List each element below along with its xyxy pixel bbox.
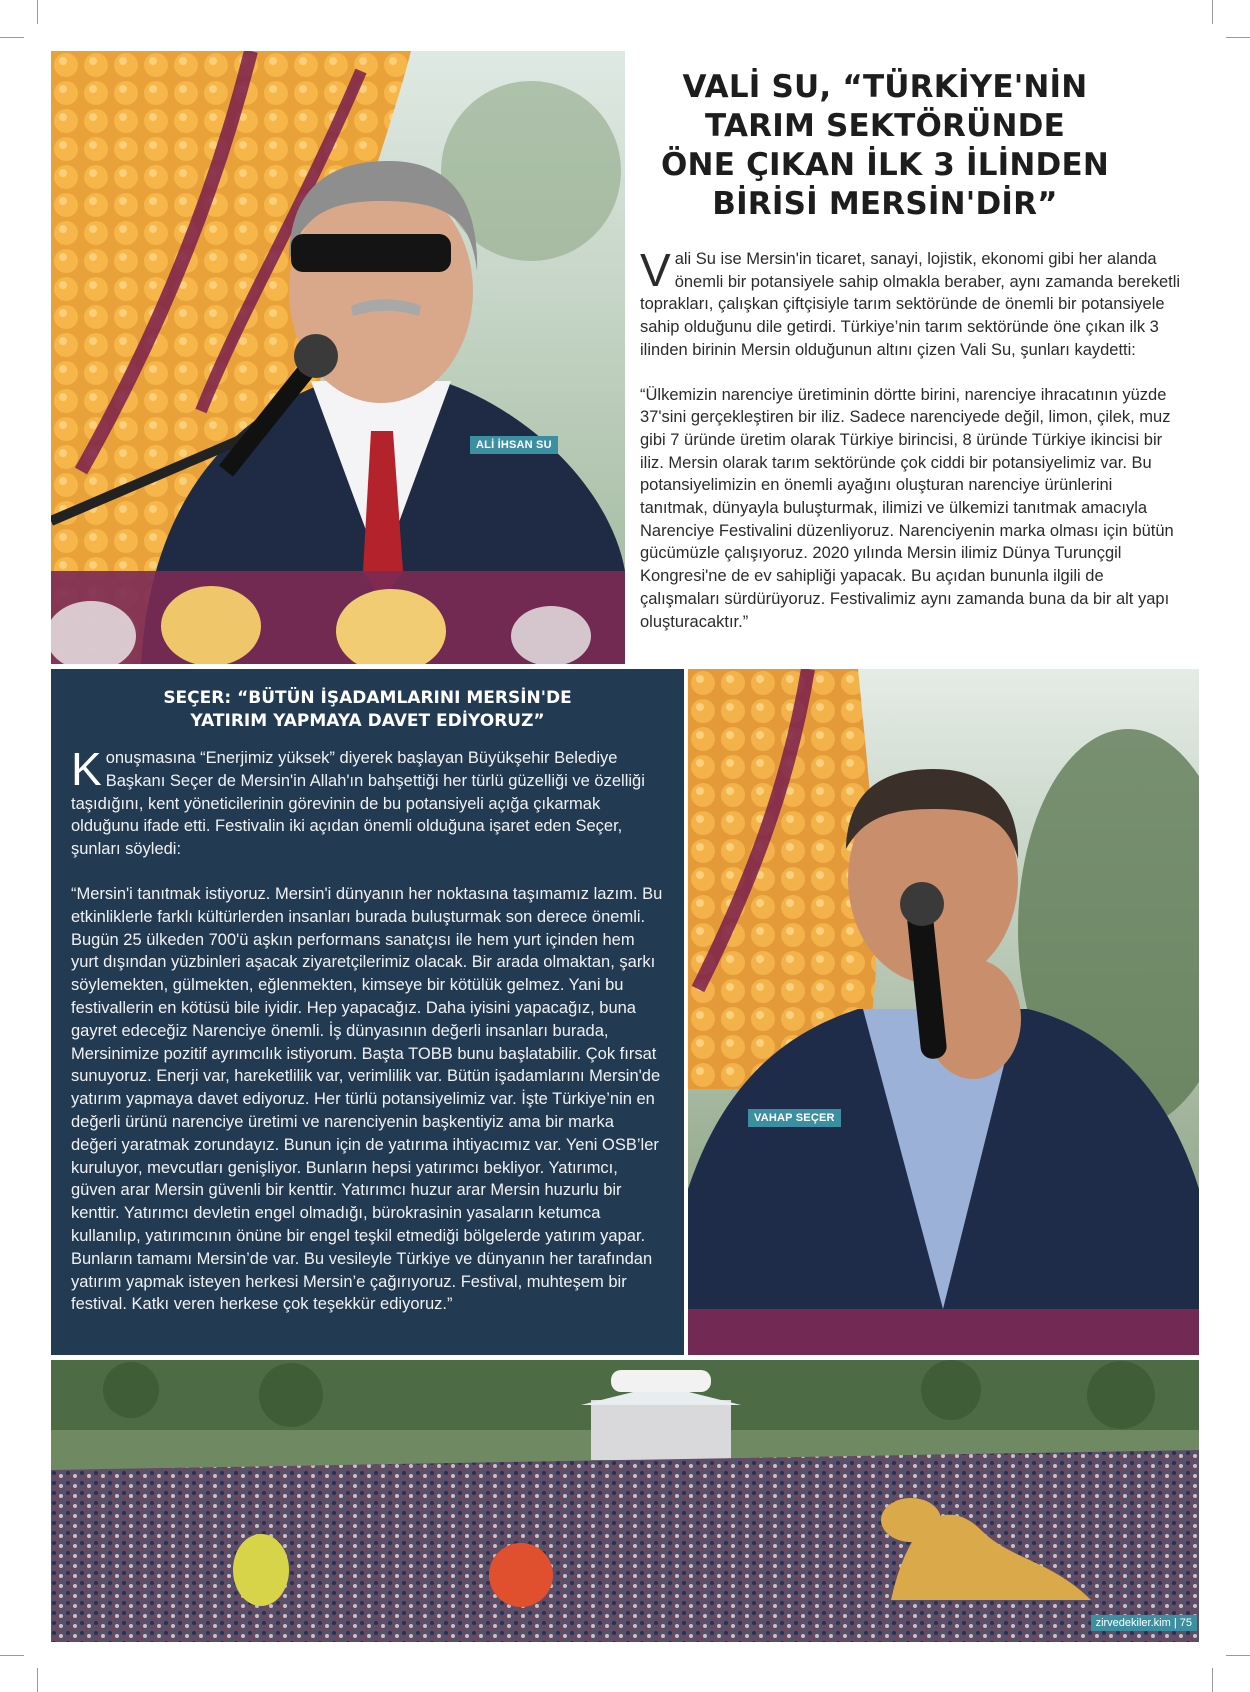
crop-mark [37, 0, 38, 24]
footer-site: zirvedekiler.kim [1095, 1617, 1171, 1629]
crop-mark [37, 1668, 38, 1692]
drop-cap: K [71, 743, 102, 795]
page-footer: zirvedekiler.kim | 75 [1091, 1615, 1197, 1631]
vali-photo [51, 51, 625, 664]
drop-cap: V [640, 244, 671, 296]
vali-article-body [640, 244, 1184, 633]
crop-mark [1212, 0, 1213, 24]
secer-photo [688, 669, 1199, 1355]
festival-aerial-photo [51, 1360, 1199, 1642]
headline-line: ÖNE ÇIKAN İLK 3 İLİNDEN [661, 147, 1109, 183]
crop-mark [1226, 1655, 1250, 1656]
page-number: 75 [1179, 1617, 1192, 1629]
crop-mark [1226, 37, 1250, 38]
photo-caption: VAHAP SEÇER [748, 1109, 841, 1127]
secer-title-line: SEÇER: “BÜTÜN İŞADAMLARINI MERSİN'DE [163, 688, 572, 708]
crop-mark [0, 37, 24, 38]
vali-quote-paragraph: “Ülkemizin narenciye üretiminin dörtte birini, narenciye ihracatının yüzde 37'sini gerçekleştiren bir iliz. Sadece narenciyede değil, limon, çilek, muz gibi 7 üründe üretim olarak Türkiye birincisi, 8 üründe Türkiye ikincisi bir iliz. Mersin olarak tarım sektöründe çok ciddi bir potansiyelimiz var. Bu potansiyelimizin en önemli ayağını oluşturan narenciye ürünlerini tanıtmak, dünyayla buluşturmak, ilimizi ve ülkemizi tanıtmak amacıyla Narenciye Festivalini düzenliyoruz. Narenciyenin marka olması için bütün gücümüzle çalışıyoruz. 2020 yılında Mersin ilimiz Dünya Turunçgil Kongresi'ne de ev sahipliği yapacak. Bu açıdan bununla ilgili de çalışmaları sürdürüyoruz. Festivalimiz aynı zamanda buna da bir alt yapı oluşturacaktır.” [640, 385, 1174, 631]
crop-mark [0, 1655, 24, 1656]
crop-mark [1212, 1668, 1213, 1692]
vali-intro-text: ali Su ise Mersin'in ticaret, sanayi, lojistik, ekonomi gibi her alanda önemli bir potansiyele sahip olmakla beraber, aynı zamanda bereketli toprakları, çalışkan çiftçisiyle tarım sektöründe de önemli bir potansiyele sahip olduğunu dile getirdi. Türkiye’nin tarım sektöründe öne çıkan ilk 3 ilinden birinin Mersin olduğunun altını çizen Vali Su, şunları kaydetti: [640, 250, 1181, 359]
secer-quote-paragraph: “Mersin'i tanıtmak istiyoruz. Mersin'i dünyanın her noktasına taşımamız lazım. Bu etkinliklerle farklı kültürlerden insanları burada buluşturmak son derece önemli. Bugün 25 ülkeden 700'ü aşkın performans sanatçısı ile hem yurt içinden hem yurt dışından yüzbinleri aşacak ziyaretçilerimiz olacak. Bir arada olmaktan, şarkı söylemekten, gülmekten, eğlenmekten, kimseye bir kötülük gelmez. Yani bu festivallerin en kötüsü bile iyidir. Hep yapacağız. Daha iyisini yapacağız, buna gayret edeceğiz Narenciye önemli. İş dünyasının değerli insanları burada, Mersinimize pozitif ayrımcılık istiyorum. Başta TOBB bunu başlatabilir. Çok fırsat sunuyoruz. Enerji var, hareketlilik var, verimlilik var. Bütün işadamlarını Mersin'de yatırım yapmaya davet ediyoruz. Her türlü potansiyelimiz var. İşte Türkiye’nin en değerli ürünü narenciye üretimi ve narenciyenin başkentiyiz ama bir marka değeri yaratmak zorundayız. Bunun için de yatırıma ihtiyacımız var. Yeni OSB’ler kuruluyor, mevcutları genişliyor. Bunların hepsi yatırımcı bekliyor. Yatırımcı, güven arar Mersin güvenli bir kenttir. Yatırımcı huzur arar Mersin huzurlu bir kenttir. Yatırımcı devletin engel olmadığı, bürokrasinin yasaların ketumca kullanılıp, yatırımcının önüne bir engel teşkil etmediği bölgelerde yatırım yapar. Bunların tamamı Mersin’de var. Bu vesileyle Türkiye ve dünyanın her tarafından yatırım yapmak isteyen herkesi Mersin’e çağırıyoruz. Festival, muhteşem bir festival. Katkı veren herkese çok teşekkür ediyoruz.” [71, 884, 663, 1314]
headline-line: VALİ SU, “TÜRKİYE'NİN [682, 69, 1088, 105]
secer-intro-paragraph [71, 743, 664, 861]
secer-article-box [51, 669, 684, 1355]
photo-caption: ALİ İHSAN SU [470, 436, 558, 454]
headline-line: BİRİSİ MERSİN'DİR” [712, 186, 1058, 222]
vali-intro-paragraph [640, 244, 1184, 362]
secer-intro-text: onuşmasına “Enerjimiz yüksek” diyerek başlayan Büyükşehir Belediye Başkanı Seçer de Mersin'in Allah'ın bahşettiği her türlü güzelliği ve özelliği taşıdığını, kent yöneticilerinin görevinin de bu potansiyeli açığa çıkarmak olduğunu ifade etti. Festivalin iki açıdan önemli olduğuna işaret eden Seçer, şunları söyledi: [71, 749, 645, 859]
secer-title [71, 687, 664, 733]
secer-article-body [71, 743, 664, 1316]
headline-line: TARIM SEKTÖRÜNDE [705, 108, 1065, 144]
secer-title-line: YATIRIM YAPMAYA DAVET EDİYORUZ” [190, 711, 545, 731]
article-headline [640, 68, 1130, 224]
